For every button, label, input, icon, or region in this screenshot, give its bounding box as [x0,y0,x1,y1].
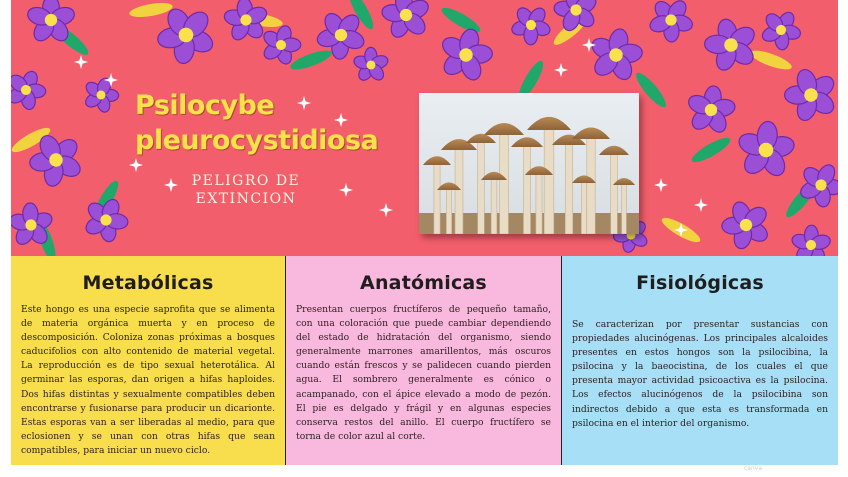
sparkle-icon [554,63,568,77]
banner [11,0,838,256]
flower-icon [782,217,838,256]
column-metabolicas [11,256,286,465]
flower-icon [506,0,556,51]
watermark: canva [744,465,763,472]
mushroom-cluster-icon [419,93,639,234]
flower-icon [83,76,120,114]
flower-icon [753,2,809,58]
info-columns [11,256,838,465]
sparkle-icon [694,198,708,212]
page-subtitle: PELIGRO DE EXTINCION [191,173,301,207]
flower-icon [712,190,781,256]
flower-icon [682,82,739,137]
mushroom-photo [419,93,639,234]
flower-icon [697,12,765,78]
sparkle-icon [339,183,353,197]
sparkle-icon [379,203,393,217]
column-heading: Fisiológicas [636,272,764,294]
sparkle-icon [129,158,143,172]
infographic [11,0,838,465]
flower-icon [731,114,801,186]
column-heading: Metabólicas [82,272,214,294]
column-anatomicas [286,256,562,465]
sparkle-icon [74,55,88,69]
flower-icon [17,122,94,199]
column-text: Presentan cuerpos fructíferos de pequeño tamaño, con una coloración que puede cambiar dependiendo del estado de hidratación del organismo, siendo generalmente marrones amarillentos, más oscuros cuando están frescos y se palidecen cuando pierden agua. El sombrero generalmente es cónico o acampanado, con el ápice elevado a modo de pezón. El pie es delgado y frágil y en algunas especies conserva restos del anillo. El cuerpo fructífero se torna de color azul al corte. [296,304,551,442]
sparkle-icon [654,178,668,192]
flower-icon [11,64,53,117]
column-text: Se caracterizan por presentar sustancias con propiedades alucinógenas. Los principales alcaloides presentes en estos hongos son la psilocibina, la psilocina y la baeocistina, de los cuales el que presenta mayor actividad psicoactiva es la psilocina. Los efectos alucinógenos de la psilocibina son indirectos debido a que esta es transformada en psilocina en el interior del organismo. [572,319,828,429]
column-heading: Anatómicas [360,272,487,294]
column-fisiologicas [562,256,838,465]
page-title: Psilocybe pleurocystidiosa [135,90,379,156]
flower-icon [639,0,703,52]
column-text: Este hongo es una especie saprofita que se alimenta de materia orgánica muerta y en proceso de descomposición. Coloniza zonas próximas a bosques caducifolios con alto contenido de material vegetal. La reproducción es de tipo sexual heterotálica. Al germinar las esporas, dan origen a hifas haploides. Dos hifas distintas y sexualmente compatibles deben encontrarse y fusionarse para producir un dicarionte. Estas esporas van a ser liberadas al medio, para que eclosionen y se unan con otras hifas que sean compatibles, para iniciar un nuevo ciclo. [21,304,275,456]
flower-icon [372,0,440,48]
